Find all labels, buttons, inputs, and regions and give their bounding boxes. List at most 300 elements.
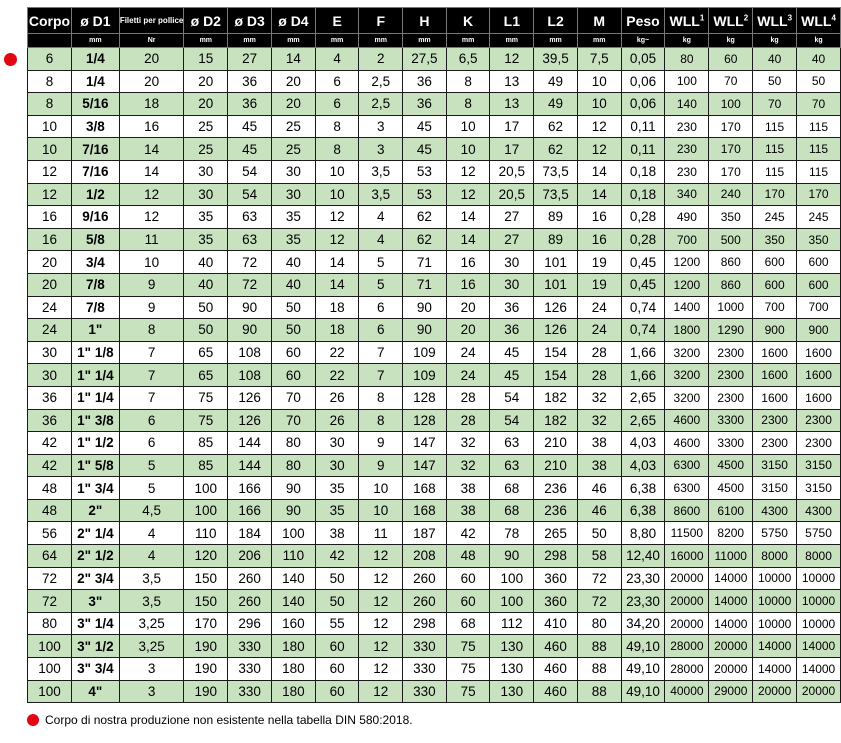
table-cell: 14 — [577, 183, 621, 206]
table-cell: 16 — [28, 228, 72, 251]
table-cell: 14000 — [753, 635, 797, 658]
table-cell: 12,40 — [621, 545, 665, 568]
table-cell: 9 — [119, 296, 184, 319]
table-cell: 2300 — [709, 386, 753, 409]
table-cell: 100 — [28, 680, 72, 703]
table-cell: 78 — [490, 522, 534, 545]
table-cell: 170 — [709, 115, 753, 138]
table-cell: 330 — [228, 635, 272, 658]
table-cell: 38 — [315, 522, 359, 545]
table-cell: 35 — [272, 206, 316, 229]
table-cell: 36 — [228, 70, 272, 93]
table-cell: 130 — [490, 658, 534, 681]
table-cell: 206 — [228, 545, 272, 568]
table-cell: 13 — [490, 70, 534, 93]
table-cell: 1200 — [665, 273, 709, 296]
table-cell: 4600 — [665, 432, 709, 455]
table-cell: 11 — [359, 522, 403, 545]
table-cell: 20000 — [665, 567, 709, 590]
table-cell: 330 — [228, 680, 272, 703]
table-cell: 7 — [359, 341, 403, 364]
table-cell: 12 — [119, 183, 184, 206]
table-cell: 170 — [753, 183, 797, 206]
footnote-text: Corpo di nostra produzione non esistente nella tabella DIN 580:2018. — [45, 713, 413, 727]
unit-header: mm — [359, 34, 403, 48]
table-cell: 4300 — [753, 499, 797, 522]
table-cell: 50 — [577, 522, 621, 545]
table-cell: 460 — [534, 658, 578, 681]
table-cell: 27 — [490, 228, 534, 251]
table-cell: 30 — [28, 364, 72, 387]
table-cell: 236 — [534, 499, 578, 522]
table-cell: 32 — [446, 432, 490, 455]
red-dot-marker — [4, 53, 17, 66]
table-cell: 60 — [315, 658, 359, 681]
table-cell: 3" — [71, 590, 119, 613]
table-cell: 10000 — [797, 590, 841, 613]
table-row — [28, 251, 841, 274]
table-cell: 45 — [403, 138, 447, 161]
table-cell: 100 — [184, 499, 228, 522]
table-cell: 150 — [184, 590, 228, 613]
header-row — [28, 8, 841, 34]
table-cell: 460 — [534, 680, 578, 703]
table-cell: 230 — [665, 138, 709, 161]
table-cell: 100 — [490, 567, 534, 590]
table-cell: 5750 — [797, 522, 841, 545]
table-cell: 7,5 — [577, 48, 621, 71]
table-cell: 14 — [315, 273, 359, 296]
table-cell: 2,5 — [359, 70, 403, 93]
table-cell: 14000 — [709, 612, 753, 635]
table-cell: 40 — [753, 48, 797, 71]
table-cell: 42 — [28, 432, 72, 455]
table-cell: 16 — [577, 206, 621, 229]
table-cell: 49 — [534, 93, 578, 116]
table-cell: 101 — [534, 273, 578, 296]
table-cell: 2" 3/4 — [71, 567, 119, 590]
table-cell: 4 — [359, 228, 403, 251]
table-cell: 350 — [753, 228, 797, 251]
table-cell: 10000 — [753, 567, 797, 590]
table-cell: 120 — [184, 545, 228, 568]
table-cell: 20 — [119, 48, 184, 71]
table-cell: 70 — [797, 93, 841, 116]
table-cell: 54 — [490, 386, 534, 409]
table-cell: 8,80 — [621, 522, 665, 545]
table-cell: 54 — [490, 409, 534, 432]
table-cell: 4,03 — [621, 454, 665, 477]
table-cell: 900 — [797, 319, 841, 342]
table-cell: 260 — [403, 567, 447, 590]
table-cell: 25 — [184, 138, 228, 161]
table-cell: 860 — [709, 273, 753, 296]
table-cell: 70 — [709, 70, 753, 93]
table-cell: 0,18 — [621, 183, 665, 206]
table-cell: 700 — [797, 296, 841, 319]
table-cell: 4 — [119, 545, 184, 568]
table-cell: 28 — [577, 341, 621, 364]
table-cell: 1" 1/4 — [71, 364, 119, 387]
table-cell: 50 — [315, 567, 359, 590]
table-cell: 42 — [315, 545, 359, 568]
column-header: M — [577, 8, 621, 34]
table-row — [28, 206, 841, 229]
table-cell: 32 — [577, 386, 621, 409]
table-cell: 63 — [490, 432, 534, 455]
table-cell: 350 — [797, 228, 841, 251]
table-cell: 49,10 — [621, 635, 665, 658]
table-cell: 50 — [753, 70, 797, 93]
table-cell: 30 — [272, 183, 316, 206]
table-cell: 12 — [119, 206, 184, 229]
table-cell: 126 — [228, 409, 272, 432]
table-cell: 182 — [534, 386, 578, 409]
table-cell: 360 — [534, 567, 578, 590]
table-cell: 210 — [534, 432, 578, 455]
table-cell: 6 — [359, 296, 403, 319]
unit-header: kg~ — [621, 34, 665, 48]
unit-header: mm — [71, 34, 119, 48]
table-cell: 20,5 — [490, 183, 534, 206]
table-cell: 25 — [272, 138, 316, 161]
table-cell: 72 — [228, 273, 272, 296]
table-cell: 90 — [403, 319, 447, 342]
table-cell: 72 — [28, 567, 72, 590]
table-cell: 3300 — [709, 432, 753, 455]
table-cell: 85 — [184, 454, 228, 477]
table-cell: 330 — [228, 658, 272, 681]
table-cell: 13 — [490, 93, 534, 116]
table-cell: 0,74 — [621, 296, 665, 319]
table-cell: 14000 — [709, 590, 753, 613]
table-cell: 128 — [403, 409, 447, 432]
table-cell: 115 — [797, 115, 841, 138]
table-cell: 1000 — [709, 296, 753, 319]
table-cell: 108 — [228, 364, 272, 387]
table-cell: 46 — [577, 477, 621, 500]
table-cell: 29000 — [709, 680, 753, 703]
unit-header: mm — [490, 34, 534, 48]
column-header: WLL$^4$ — [797, 8, 841, 34]
table-cell: 28 — [446, 386, 490, 409]
table-cell: 25 — [184, 115, 228, 138]
table-cell: 1200 — [665, 251, 709, 274]
table-cell: 147 — [403, 454, 447, 477]
table-cell: 9/16 — [71, 206, 119, 229]
table-row — [28, 386, 841, 409]
table-cell: 10 — [446, 115, 490, 138]
table-cell: 245 — [753, 206, 797, 229]
table-cell: 0,11 — [621, 115, 665, 138]
table-cell: 500 — [709, 228, 753, 251]
table-cell: 14 — [119, 160, 184, 183]
unit-header: mm — [403, 34, 447, 48]
table-cell: 50 — [797, 70, 841, 93]
table-cell: 4,03 — [621, 432, 665, 455]
table-cell: 7/8 — [71, 273, 119, 296]
table-cell: 20 — [28, 273, 72, 296]
table-cell: 12 — [577, 115, 621, 138]
table-cell: 20000 — [709, 635, 753, 658]
table-cell: 2" — [71, 499, 119, 522]
table-cell: 20000 — [753, 680, 797, 703]
table-row — [28, 48, 841, 71]
table-cell: 6 — [119, 409, 184, 432]
table-cell: 24 — [577, 319, 621, 342]
table-cell: 75 — [184, 386, 228, 409]
table-cell: 48 — [28, 499, 72, 522]
table-cell: 230 — [665, 160, 709, 183]
table-cell: 182 — [534, 409, 578, 432]
column-header: F — [359, 8, 403, 34]
unit-header: Nr — [119, 34, 184, 48]
table-cell: 3,5 — [359, 183, 403, 206]
table-cell: 168 — [403, 477, 447, 500]
table-cell: 23,30 — [621, 590, 665, 613]
table-cell: 49,10 — [621, 658, 665, 681]
table-cell: 49 — [534, 70, 578, 93]
table-cell: 150 — [184, 567, 228, 590]
table-cell: 88 — [577, 680, 621, 703]
column-header: Filetti per pollice — [119, 8, 184, 34]
table-cell: 17 — [490, 115, 534, 138]
table-cell: 296 — [228, 612, 272, 635]
table-cell: 100 — [184, 477, 228, 500]
table-cell: 2" 1/2 — [71, 545, 119, 568]
table-cell: 184 — [228, 522, 272, 545]
table-cell: 70 — [272, 386, 316, 409]
table-cell: 90 — [272, 477, 316, 500]
table-cell: 490 — [665, 206, 709, 229]
table-cell: 14 — [119, 138, 184, 161]
table-cell: 9 — [359, 432, 403, 455]
unit-header: kg — [709, 34, 753, 48]
table-cell: 14000 — [753, 658, 797, 681]
table-cell: 9 — [359, 454, 403, 477]
table-cell: 27 — [490, 206, 534, 229]
table-cell: 14 — [315, 251, 359, 274]
table-cell: 50 — [272, 319, 316, 342]
table-cell: 10 — [446, 138, 490, 161]
table-row — [28, 545, 841, 568]
table-cell: 14 — [577, 160, 621, 183]
table-cell: 62 — [534, 138, 578, 161]
table-cell: 101 — [534, 251, 578, 274]
table-cell: 10 — [315, 183, 359, 206]
table-cell: 3" 1/2 — [71, 635, 119, 658]
table-cell: 7/8 — [71, 296, 119, 319]
table-cell: 14 — [446, 206, 490, 229]
table-cell: 8 — [446, 70, 490, 93]
table-cell: 3,25 — [119, 635, 184, 658]
table-cell: 1600 — [753, 386, 797, 409]
table-cell: 46 — [577, 499, 621, 522]
table-cell: 8 — [28, 93, 72, 116]
table-cell: 32 — [577, 409, 621, 432]
table-cell: 8 — [359, 386, 403, 409]
table-cell: 1290 — [709, 319, 753, 342]
table-cell: 160 — [272, 612, 316, 635]
table-cell: 54 — [228, 183, 272, 206]
table-cell: 265 — [534, 522, 578, 545]
table-row — [28, 228, 841, 251]
table-cell: 100 — [28, 658, 72, 681]
table-cell: 110 — [272, 545, 316, 568]
column-header: Corpo — [28, 8, 72, 34]
table-cell: 2300 — [709, 364, 753, 387]
table-cell: 180 — [272, 680, 316, 703]
table-cell: 14 — [446, 228, 490, 251]
table-cell: 4500 — [709, 477, 753, 500]
table-cell: 260 — [403, 590, 447, 613]
table-cell: 24 — [28, 296, 72, 319]
table-cell: 60 — [709, 48, 753, 71]
table-cell: 28000 — [665, 635, 709, 658]
table-cell: 5/8 — [71, 228, 119, 251]
unit-header — [28, 34, 72, 48]
table-cell: 900 — [753, 319, 797, 342]
table-cell: 4500 — [709, 454, 753, 477]
table-cell: 20 — [272, 93, 316, 116]
table-cell: 20 — [119, 70, 184, 93]
table-cell: 360 — [534, 590, 578, 613]
unit-header: mm — [446, 34, 490, 48]
table-cell: 2300 — [753, 409, 797, 432]
table-cell: 90 — [228, 296, 272, 319]
table-cell: 2,65 — [621, 386, 665, 409]
table-cell: 115 — [753, 115, 797, 138]
table-cell: 75 — [184, 409, 228, 432]
table-cell: 27,5 — [403, 48, 447, 71]
table-cell: 53 — [403, 183, 447, 206]
table-cell: 60 — [315, 680, 359, 703]
table-row — [28, 635, 841, 658]
table-cell: 3 — [359, 115, 403, 138]
table-cell: 12 — [28, 160, 72, 183]
table-cell: 170 — [184, 612, 228, 635]
table-cell: 16 — [446, 273, 490, 296]
table-cell: 60 — [272, 341, 316, 364]
table-cell: 1" 3/8 — [71, 409, 119, 432]
column-header: ø D4 — [272, 8, 316, 34]
table-cell: 190 — [184, 635, 228, 658]
table-cell: 20,5 — [490, 160, 534, 183]
table-cell: 5750 — [753, 522, 797, 545]
table-cell: 4300 — [797, 499, 841, 522]
table-cell: 63 — [228, 206, 272, 229]
table-cell: 2,5 — [359, 93, 403, 116]
table-cell: 70 — [753, 93, 797, 116]
table-cell: 10 — [28, 115, 72, 138]
table-cell: 260 — [228, 567, 272, 590]
table-cell: 10 — [315, 160, 359, 183]
table-cell: 68 — [490, 477, 534, 500]
table-cell: 3" 3/4 — [71, 658, 119, 681]
table-cell: 20000 — [665, 590, 709, 613]
table-cell: 63 — [490, 454, 534, 477]
table-cell: 14000 — [709, 567, 753, 590]
table-cell: 3300 — [709, 409, 753, 432]
table-cell: 3150 — [753, 477, 797, 500]
table-cell: 36 — [403, 70, 447, 93]
table-cell: 1" 3/4 — [71, 477, 119, 500]
table-cell: 11000 — [709, 545, 753, 568]
table-cell: 72 — [577, 590, 621, 613]
table-cell: 27 — [228, 48, 272, 71]
table-cell: 6300 — [665, 454, 709, 477]
table-cell: 1" 1/8 — [71, 341, 119, 364]
unit-header: mm — [577, 34, 621, 48]
table-cell: 40 — [184, 273, 228, 296]
table-cell: 30 — [184, 160, 228, 183]
table-cell: 24 — [446, 341, 490, 364]
table-cell: 170 — [709, 138, 753, 161]
table-row — [28, 364, 841, 387]
table-cell: 50 — [184, 296, 228, 319]
table-cell: 8 — [359, 409, 403, 432]
table-cell: 35 — [315, 499, 359, 522]
table-cell: 12 — [315, 206, 359, 229]
table-cell: 12 — [359, 635, 403, 658]
table-cell: 9 — [119, 273, 184, 296]
table-cell: 12 — [359, 612, 403, 635]
table-cell: 60 — [446, 567, 490, 590]
table-cell: 108 — [228, 341, 272, 364]
table-cell: 12 — [28, 183, 72, 206]
table-cell: 1400 — [665, 296, 709, 319]
table-cell: 50 — [272, 296, 316, 319]
column-header: ø D1 — [71, 8, 119, 34]
table-cell: 80 — [272, 454, 316, 477]
table-cell: 100 — [709, 93, 753, 116]
table-cell: 1" 5/8 — [71, 454, 119, 477]
table-cell: 40 — [272, 251, 316, 274]
table-cell: 4600 — [665, 409, 709, 432]
table-row — [28, 409, 841, 432]
table-cell: 12 — [315, 228, 359, 251]
table-cell: 3150 — [797, 454, 841, 477]
table-cell: 71 — [403, 273, 447, 296]
table-cell: 20 — [28, 251, 72, 274]
table-cell: 10000 — [797, 567, 841, 590]
table-cell: 8 — [28, 70, 72, 93]
table-cell: 10 — [577, 93, 621, 116]
table-cell: 8200 — [709, 522, 753, 545]
table-cell: 35 — [315, 477, 359, 500]
table-cell: 180 — [272, 635, 316, 658]
table-body — [28, 48, 841, 703]
table-cell: 90 — [490, 545, 534, 568]
table-cell: 8 — [119, 319, 184, 342]
table-cell: 53 — [403, 160, 447, 183]
table-cell: 100 — [665, 70, 709, 93]
table-cell: 0,11 — [621, 138, 665, 161]
table-cell: 168 — [403, 499, 447, 522]
table-cell: 170 — [709, 160, 753, 183]
table-cell: 12 — [359, 680, 403, 703]
table-cell: 1" 1/4 — [71, 386, 119, 409]
table-row — [28, 319, 841, 342]
table-cell: 16 — [119, 115, 184, 138]
table-row — [28, 115, 841, 138]
table-cell: 16 — [446, 251, 490, 274]
table-cell: 3 — [119, 658, 184, 681]
table-cell: 0,45 — [621, 251, 665, 274]
table-cell: 5/16 — [71, 93, 119, 116]
table-cell: 11 — [119, 228, 184, 251]
table-cell: 410 — [534, 612, 578, 635]
